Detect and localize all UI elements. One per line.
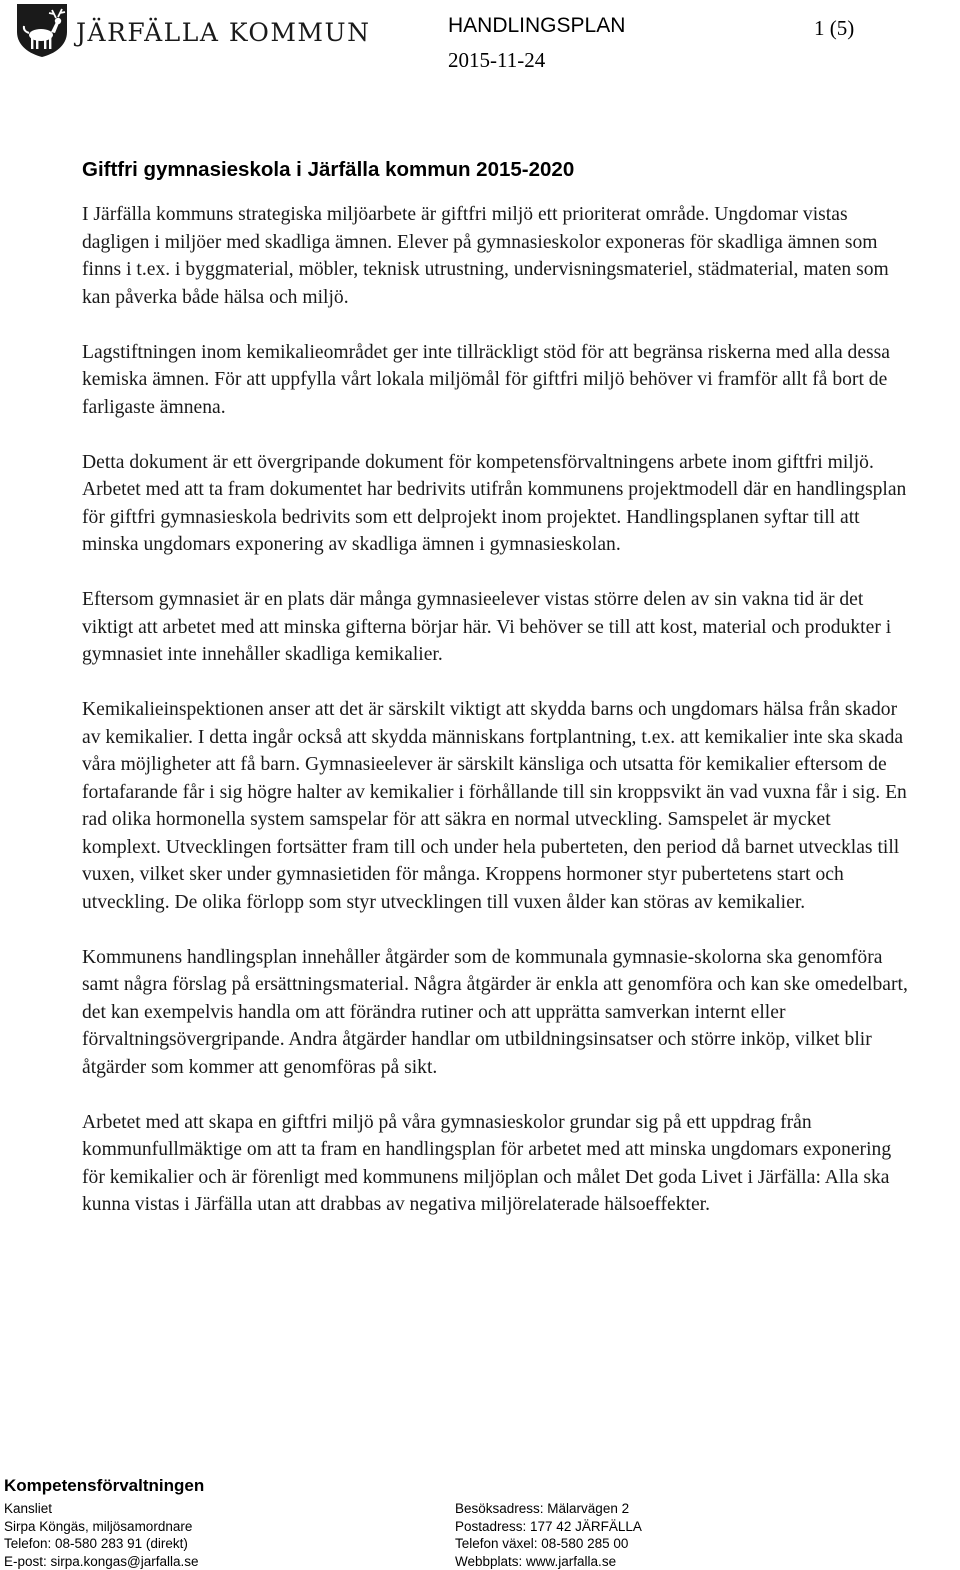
footer-postal-address: Postadress: 177 42 JÄRFÄLLA [455,1518,642,1536]
footer-contact-person: Sirpa Köngäs, miljösamordnare [4,1518,199,1536]
document-body [82,201,912,1246]
page-number: 1 (5) [814,16,854,41]
paragraph: Arbetet med att skapa en giftfri miljö på våra gymnasieskolor grundar sig på ett uppdrag från kommunfullmäktige om att ta fram en handlingsplan för arbetet med att minska ungdomars exponering för kemikalier och är förenligt med kommunens miljöplan och målet Det goda Livet i Järfälla: Alla ska kunna vistas i Järfälla utan att drabbas av negativa miljörelaterade hälsoeffekter. [82,1109,912,1219]
footer-address [455,1500,642,1570]
paragraph: Kommunens handlingsplan innehåller åtgärder som de kommunala gymnasie-skolorna ska genomföra samt några förslag på ersättningsmaterial. Några åtgärder är enkla att genomföra och kan ske omedelbart, det kan exempelvis handla om att förändra rutiner och att upprätta samverkan internt eller förvaltningsövergripande. Andra åtgärder handlar om utbildningsinsatser och större inköp, vilket blir åtgärder som kommer att genomföras på sikt. [82,944,912,1082]
municipality-name: JÄRFÄLLA KOMMUN [76,18,370,47]
document-date: 2015-11-24 [448,48,545,73]
paragraph: Detta dokument är ett övergripande dokument för kompetensförvaltningens arbete inom giftfri miljö. Arbetet med att ta fram dokumentet har bedrivits utifrån kommunens projektmodell där en handlingsplan för giftfri gymnasieskola bedrivits som ett delprojekt inom projektet. Handlingsplanen syftar till att minska ungdomars exponering av skadliga ämnen i gymnasieskolan. [82,449,912,559]
paragraph: Eftersom gymnasiet är en plats där många gymnasieelever vistas större delen av sin vakna tid är det viktigt att arbetet med att minska gifterna börjar här. Vi behöver se till att kost, material och produkter i gymnasiet inte innehåller skadliga kemikalier. [82,586,912,669]
paragraph: I Järfälla kommuns strategiska miljöarbete är giftfri miljö ett prioriterat område. Ungdomar vistas dagligen i miljöer med skadliga ämnen. Elever på gymnasieskolor exponeras för skadliga ämnen som finns i t.ex. i byggmaterial, möbler, teknisk utrustning, undervisningsmateriel, städmaterial, maten som kan påverka både hälsa och miljö. [82,201,912,311]
footer-visiting-address: Besöksadress: Mälarvägen 2 [455,1500,642,1518]
coat-of-arms-icon [14,2,70,58]
municipality-logo [14,2,370,58]
footer-phone: Telefon: 08-580 283 91 (direkt) [4,1535,199,1553]
document-title: Giftfri gymnasieskola i Järfälla kommun 2015-2020 [82,158,574,182]
footer-department: Kansliet [4,1500,199,1518]
footer-email: E-post: sirpa.kongas@jarfalla.se [4,1553,199,1570]
paragraph: Kemikalieinspektionen anser att det är särskilt viktigt att skydda barns och ungdomars hälsa från skador av kemikalier. I detta ingår också att skydda människans fortplantning, t.ex. att kemikalier inte ska skada våra möjligheter att få barn. Gymnasieelever är särskilt känsliga och utsatta för kemikalier eftersom de fortafarande får i sig högre halter av kemikalier i förhållande till sin kroppsvikt än vad vuxna får i sig. En rad olika hormonella system samspelar för att säkra en normal utveckling. Samspelet är mycket komplext. Utvecklingen fortsätter fram till och under hela puberteten, den period då barnet utvecklas till vuxen, vilket sker under gymnasietiden för många. Kroppens hormoner styr pubertetens start och utveckling. De olika förlopp som styr utvecklingen till vuxen ålder kan störas av kemikalier. [82,696,912,916]
footer-organization: Kompetensförvaltningen [4,1476,204,1496]
footer-contact [4,1500,199,1570]
document-type: HANDLINGSPLAN [448,14,625,38]
paragraph: Lagstiftningen inom kemikalieområdet ger inte tillräckligt stöd för att begränsa riskerna med alla dessa kemiska ämnen. För att uppfylla vårt lokala miljömål för giftfri miljö behöver vi framför allt få bort de farligaste ämnena. [82,339,912,422]
footer-switchboard: Telefon växel: 08-580 285 00 [455,1535,642,1553]
footer-website: Webbplats: www.jarfalla.se [455,1553,642,1570]
